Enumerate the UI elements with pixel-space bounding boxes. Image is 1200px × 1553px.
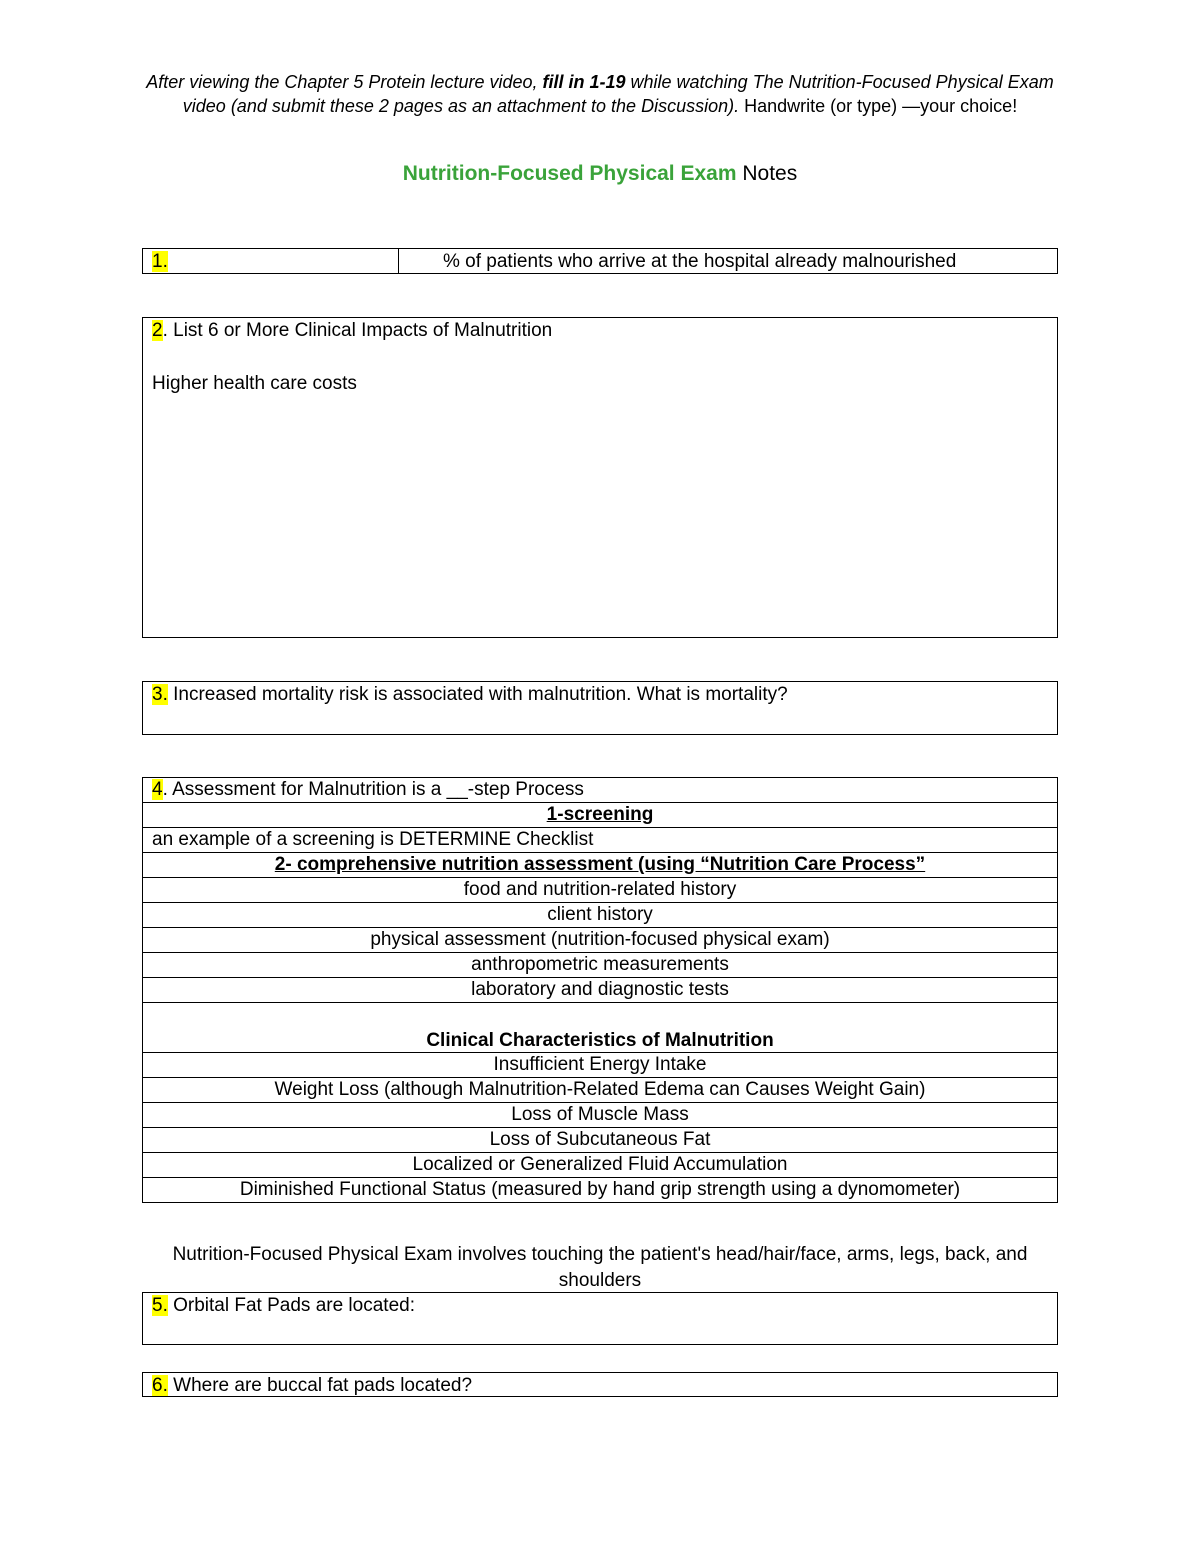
- clinical-item: Loss of Subcutaneous Fat: [143, 1128, 1058, 1153]
- question-5-text: Orbital Fat Pads are located:: [167, 1295, 415, 1316]
- instructions-bold: fill in 1-19: [542, 72, 626, 92]
- page-title: [140, 162, 1060, 186]
- question-5-number: 5.: [152, 1295, 168, 1316]
- question-4-header: [143, 778, 1058, 803]
- clinical-item: Weight Loss (although Malnutrition-Related Edema can Causes Weight Gain): [143, 1078, 1058, 1103]
- assessment-item: food and nutrition-related history: [143, 878, 1058, 903]
- assessment-item: client history: [143, 903, 1058, 928]
- assessment-item: physical assessment (nutrition-focused physical exam): [143, 928, 1058, 953]
- screening-example: an example of a screening is DETERMINE Checklist: [143, 828, 1058, 853]
- clinical-item: Insufficient Energy Intake: [143, 1053, 1058, 1078]
- clinical-item: Loss of Muscle Mass: [143, 1103, 1058, 1128]
- table-row: [143, 1053, 1058, 1078]
- question-2-text: . List 6 or More Clinical Impacts of Malnutrition: [162, 320, 553, 341]
- table-row: [143, 803, 1058, 828]
- table-row: [143, 953, 1058, 978]
- question-6-label: [152, 1375, 472, 1397]
- page-title-green: Nutrition-Focused Physical Exam: [402, 162, 737, 185]
- table-row: [143, 878, 1058, 903]
- table-row: [143, 1153, 1058, 1178]
- instructions-part2: while watching The Nutrition-Focused Physical Exam video (and submit these 2 pages as an attachment to the Discussion).: [182, 72, 1054, 116]
- question-6-number: 6.: [152, 1375, 168, 1396]
- step-1-heading: 1-screening: [143, 803, 1058, 828]
- question-5-box: [142, 1292, 1058, 1345]
- assessment-item: anthropometric measurements: [143, 953, 1058, 978]
- question-3-text: Increased mortality risk is associated with malnutrition. What is mortality?: [167, 684, 788, 705]
- question-2-answer[interactable]: Higher health care costs: [152, 373, 357, 394]
- question-2-number: 2: [152, 320, 163, 341]
- question-3-label: [152, 684, 788, 706]
- question-1-box: [142, 248, 1058, 274]
- question-1-text: % of patients who arrive at the hospital already malnourished: [443, 251, 957, 272]
- table-row: [143, 1003, 1058, 1053]
- clinical-item: Localized or Generalized Fluid Accumulation: [143, 1153, 1058, 1178]
- table-row: [143, 828, 1058, 853]
- assessment-item: laboratory and diagnostic tests: [143, 978, 1058, 1003]
- table-row: [143, 978, 1058, 1003]
- question-1-divider: [398, 249, 399, 273]
- question-5-label: [152, 1295, 415, 1317]
- question-4-table: [142, 777, 1058, 1203]
- clinical-characteristics-heading: Clinical Characteristics of Malnutrition: [143, 1003, 1058, 1053]
- table-row: [143, 778, 1058, 803]
- question-6-text: Where are buccal fat pads located?: [167, 1375, 473, 1396]
- question-1-number-wrap: [152, 251, 168, 273]
- page-title-rest: Notes: [736, 162, 798, 185]
- table-row: [143, 1128, 1058, 1153]
- table-row: [143, 853, 1058, 878]
- table-row: [143, 1078, 1058, 1103]
- table-row: [143, 1103, 1058, 1128]
- clinical-item: Diminished Functional Status (measured by hand grip strength using a dynomometer): [143, 1178, 1058, 1203]
- question-4-number: 4: [152, 779, 163, 800]
- question-2-box: [142, 317, 1058, 638]
- question-6-box: [142, 1372, 1058, 1397]
- table-row: [143, 903, 1058, 928]
- question-3-box: [142, 681, 1058, 735]
- question-2-label: [152, 320, 552, 342]
- question-1-number: 1.: [152, 251, 168, 272]
- table-row: [143, 928, 1058, 953]
- instructions-part3: Handwrite (or type) —your choice!: [739, 96, 1018, 116]
- exam-note: Nutrition-Focused Physical Exam involves touching the patient's head/hair/face, arms, legs, back, and shoulders: [172, 1244, 1028, 1291]
- question-3-number: 3.: [152, 684, 168, 705]
- instructions-part1: After viewing the Chapter 5 Protein lecture video,: [146, 72, 543, 92]
- question-4-header-text: . Assessment for Malnutrition is a __-step Process: [162, 779, 584, 800]
- step-2-heading: 2- comprehensive nutrition assessment (using “Nutrition Care Process”: [143, 853, 1058, 878]
- table-row: [143, 1178, 1058, 1203]
- instructions: [140, 70, 1060, 118]
